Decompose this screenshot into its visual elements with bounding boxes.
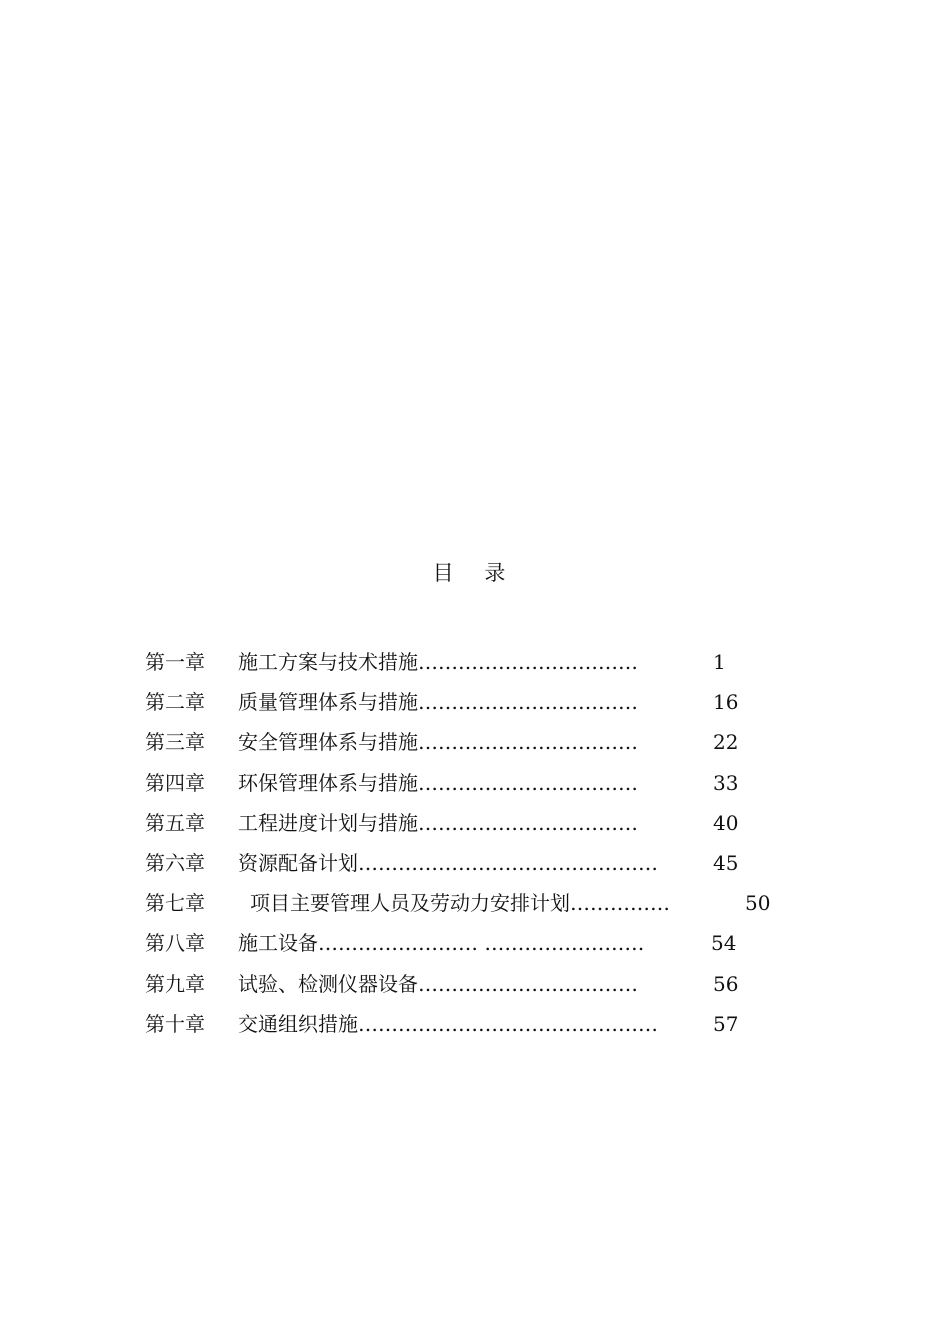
toc-entry-title: 试验、检测仪器设备…………………………… <box>238 971 638 996</box>
toc-page-number: 33 <box>713 770 739 795</box>
toc-chapter: 第四章 <box>145 770 205 795</box>
toc-chapter: 第一章 <box>145 650 205 674</box>
toc-row <box>145 807 845 847</box>
toc-chapter: 第五章 <box>145 810 205 835</box>
toc-chapter: 第九章 <box>145 971 205 996</box>
toc-entry-title: 交通组织措施……………………………………… <box>238 1011 658 1036</box>
toc-list <box>145 646 845 1048</box>
toc-entry-title: 施工方案与技术措施…………………………… <box>238 650 638 674</box>
toc-entry-title: 施工设备…………………… …………………… <box>238 931 645 956</box>
toc-chapter: 第十章 <box>145 1011 205 1036</box>
toc-chapter: 第六章 <box>145 850 205 875</box>
toc-page-number: 45 <box>713 850 739 875</box>
toc-chapter: 第二章 <box>145 690 205 715</box>
toc-page-number: 56 <box>713 971 739 996</box>
toc-row <box>145 887 845 927</box>
toc-page-number: 50 <box>745 891 771 916</box>
toc-entry-title: 工程进度计划与措施…………………………… <box>238 810 638 835</box>
toc-title: 目 录 <box>432 561 518 585</box>
toc-page-number: 16 <box>713 690 739 715</box>
toc-page-number: 40 <box>713 810 739 835</box>
toc-chapter: 第七章 <box>145 891 205 916</box>
toc-entry-title: 项目主要管理人员及劳动力安排计划…………… <box>250 891 670 916</box>
toc-entry-title: 安全管理体系与措施…………………………… <box>238 730 638 755</box>
toc-row <box>145 927 845 967</box>
toc-page-number: 57 <box>713 1011 739 1036</box>
toc-entry-title: 质量管理体系与措施…………………………… <box>238 690 638 715</box>
toc-entry-title: 资源配备计划……………………………………… <box>238 850 658 875</box>
toc-row <box>145 646 845 686</box>
toc-row <box>145 767 845 807</box>
toc-row <box>145 847 845 887</box>
toc-page-number: 22 <box>713 730 739 755</box>
toc-row <box>145 968 845 1008</box>
toc-row <box>145 1008 845 1048</box>
toc-page-number: 1 <box>713 650 726 674</box>
toc-row <box>145 686 845 726</box>
toc-row <box>145 726 845 766</box>
toc-chapter: 第三章 <box>145 730 205 755</box>
toc-chapter: 第八章 <box>145 931 205 956</box>
toc-page-number: 54 <box>711 931 737 956</box>
toc-entry-title: 环保管理体系与措施…………………………… <box>238 770 638 795</box>
